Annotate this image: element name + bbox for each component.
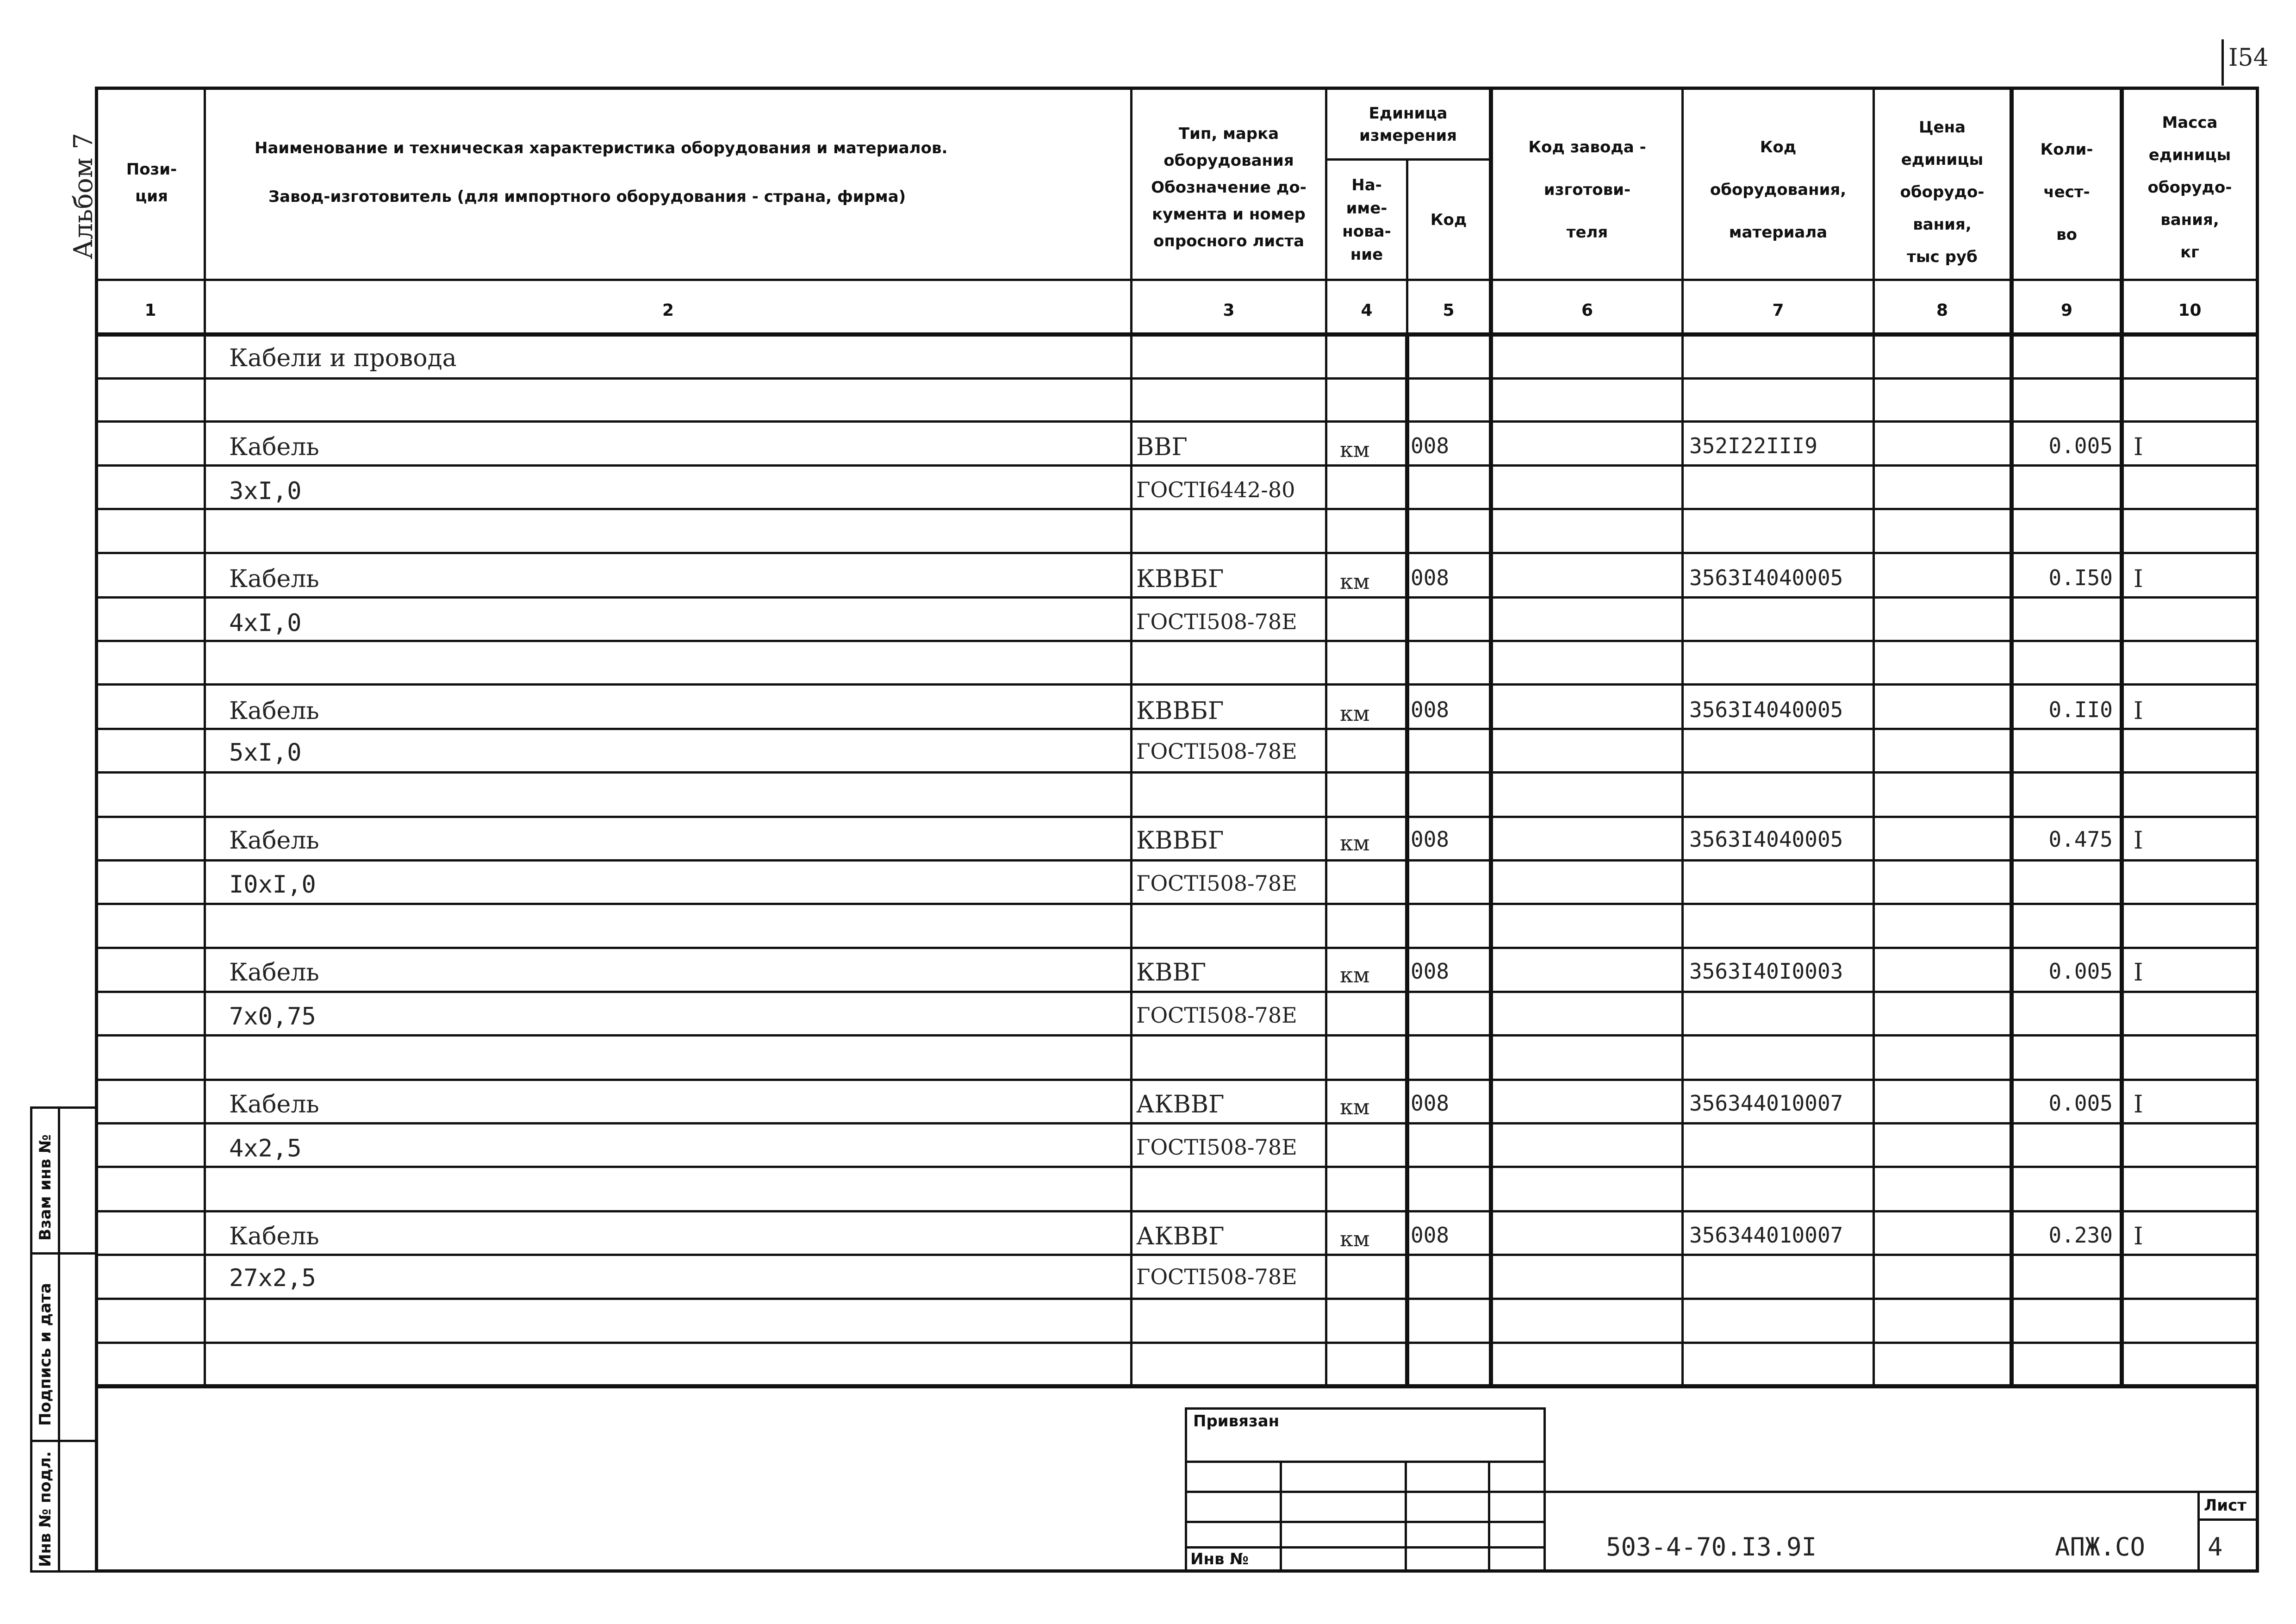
page-number: I54 — [2228, 44, 2269, 72]
item-material-code: 352I22III9 — [1689, 433, 1817, 458]
document-number: 503-4-70.I3.9I — [1606, 1532, 1817, 1562]
sheet-box-line — [2197, 1518, 2259, 1521]
document-code: АПЖ.СО — [2055, 1532, 2146, 1562]
row-line — [95, 1166, 2259, 1168]
header-name-line2: Завод-изготовитель (для импортного оборудования - страна, фирма) — [268, 187, 906, 206]
item-material-code: 3563I4040005 — [1689, 697, 1843, 722]
colnum-4: 4 — [1361, 300, 1373, 320]
stamp-line — [1185, 1491, 1546, 1493]
item-unit-code: 008 — [1411, 827, 1450, 852]
col-line-9 — [2120, 88, 2124, 1387]
side-box-divider — [58, 1106, 60, 1573]
stamp-vline — [1280, 1461, 1282, 1573]
item-name: Кабель — [229, 959, 319, 987]
item-quantity: 0.005 — [2048, 959, 2113, 984]
row-line — [95, 991, 2259, 993]
item-spec: 4x2,5 — [229, 1135, 302, 1162]
item-mass: I — [2134, 697, 2143, 725]
side-label-sign-date: Подпись и дата — [36, 1283, 55, 1426]
row-line — [95, 640, 2259, 642]
unit-subheader-line — [1325, 158, 1489, 161]
col-line-6 — [1681, 88, 1684, 1387]
colnum-7: 7 — [1772, 300, 1784, 320]
header-quantity: Коли- чест- во — [2040, 140, 2093, 244]
item-unit-code: 008 — [1411, 959, 1450, 984]
header-position: Пози- ция — [126, 160, 177, 206]
side-label-vzam-inv: Взам инв № — [36, 1134, 55, 1241]
item-type: КВВГ — [1136, 959, 1207, 987]
item-material-code: 356344010007 — [1689, 1223, 1843, 1248]
item-mass: I — [2134, 1091, 2143, 1118]
item-type: ВВГ — [1136, 433, 1188, 461]
colnum-2: 2 — [662, 300, 674, 320]
stamp-line — [1185, 1461, 1546, 1463]
item-type: КВВБГ — [1136, 565, 1224, 593]
row-line — [95, 508, 2259, 510]
item-quantity: 0.I50 — [2048, 565, 2113, 590]
colnum-5: 5 — [1443, 300, 1455, 320]
item-spec: 4xI,0 — [229, 609, 302, 637]
header-name-line1: Наименование и техническая характеристика оборудования и материалов. — [255, 139, 948, 157]
col-line-7 — [1873, 88, 1875, 1387]
colnum-6: 6 — [1581, 300, 1593, 320]
item-unit: км — [1340, 1094, 1370, 1119]
item-doc: ГОСТI508-78Е — [1136, 739, 1297, 764]
item-material-code: 356344010007 — [1689, 1091, 1843, 1116]
item-type: КВВБГ — [1136, 697, 1224, 725]
item-mass: I — [2134, 433, 2143, 461]
item-unit-code: 008 — [1411, 697, 1450, 722]
table-bottom-line — [95, 1384, 2259, 1388]
row-line — [95, 377, 2259, 380]
row-line — [95, 420, 2259, 423]
item-quantity: 0.005 — [2048, 433, 2113, 458]
colnum-9: 9 — [2060, 300, 2073, 320]
row-line — [95, 1298, 2259, 1300]
header-unit-name: На- име- нова- ние — [1342, 176, 1391, 264]
row-line — [95, 464, 2259, 467]
item-spec: 27x2,5 — [229, 1264, 316, 1292]
item-mass: I — [2134, 565, 2143, 593]
row-line — [95, 1034, 2259, 1037]
item-spec: 7x0,75 — [229, 1003, 316, 1031]
item-name: Кабель — [229, 1223, 319, 1250]
album-label: Альбом 7 — [68, 133, 99, 259]
sheet-label: Лист — [2204, 1496, 2246, 1515]
stamp-line — [1185, 1546, 1546, 1549]
row-line — [95, 816, 2259, 818]
row-line — [95, 947, 2259, 949]
stamp-vline — [1488, 1461, 1490, 1573]
item-unit: км — [1340, 569, 1370, 594]
row-line — [95, 596, 2259, 599]
stamp-vline — [1405, 1461, 1407, 1573]
item-quantity: 0.475 — [2048, 827, 2113, 852]
item-material-code: 3563I4040005 — [1689, 827, 1843, 852]
item-mass: I — [2134, 959, 2143, 987]
col-line-1 — [204, 88, 206, 1387]
page-number-divider — [2221, 39, 2224, 86]
side-label-inv-no: Инв № подл. — [36, 1451, 55, 1567]
col-line-5 — [1489, 88, 1493, 1387]
row-line — [95, 683, 2259, 686]
item-unit-code: 008 — [1411, 1223, 1450, 1248]
header-manufacturer-code: Код завода - изготови- теля — [1528, 138, 1646, 242]
col-line-3 — [1325, 88, 1327, 1387]
item-spec: I0xI,0 — [229, 871, 316, 899]
header-material-code: Код оборудования, материала — [1710, 138, 1847, 242]
row-line — [95, 859, 2259, 862]
item-doc: ГОСТI508-78Е — [1136, 871, 1297, 896]
item-name: Кабель — [229, 565, 319, 593]
stamp-inv-label: Инв № — [1190, 1550, 1249, 1568]
item-unit: км — [1340, 437, 1370, 462]
row-line — [95, 771, 2259, 774]
sheet-box-divider — [2197, 1491, 2200, 1573]
colnum-3: 3 — [1223, 300, 1235, 320]
item-material-code: 3563I40I0003 — [1689, 959, 1843, 984]
item-unit: км — [1340, 701, 1370, 726]
col-line-2 — [1130, 88, 1132, 1387]
header-mass: Масса единицы оборудо- вания, кг — [2147, 113, 2232, 262]
item-quantity: 0.230 — [2048, 1223, 2113, 1248]
row-line — [95, 1342, 2259, 1344]
item-spec: 5xI,0 — [229, 739, 302, 767]
item-unit: км — [1340, 1226, 1370, 1251]
item-doc: ГОСТI508-78Е — [1136, 609, 1297, 634]
item-quantity: 0.II0 — [2048, 697, 2113, 722]
stamp-line — [1185, 1521, 1546, 1523]
sheet-number: 4 — [2208, 1532, 2223, 1562]
item-doc: ГОСТI508-78Е — [1136, 1003, 1297, 1028]
item-mass: I — [2134, 1223, 2143, 1250]
row-line — [95, 552, 2259, 554]
item-type: КВВБГ — [1136, 827, 1224, 855]
header-bottom-line — [95, 279, 2259, 281]
item-material-code: 3563I4040005 — [1689, 565, 1843, 590]
colnum-10: 10 — [2178, 300, 2202, 320]
item-name: Кабель — [229, 827, 319, 855]
row-line — [95, 903, 2259, 905]
item-unit-code: 008 — [1411, 1091, 1450, 1116]
item-name: Кабель — [229, 1091, 319, 1118]
row-line — [95, 1079, 2259, 1081]
item-spec: 3xI,0 — [229, 477, 302, 505]
header-type: Тип, марка оборудования Обозначение до- кумента и номер опросного листа — [1151, 125, 1307, 250]
item-doc: ГОСТI6442-80 — [1136, 477, 1295, 502]
header-price: Цена единицы оборудо- вания, тыс руб — [1900, 118, 1985, 266]
stamp-privyazan-label: Привязан — [1193, 1412, 1280, 1430]
header-unit: Единица измерения — [1359, 104, 1457, 145]
item-doc: ГОСТI508-78Е — [1136, 1264, 1297, 1289]
item-mass: I — [2134, 827, 2143, 855]
row-line — [95, 1122, 2259, 1124]
item-type: АКВВГ — [1136, 1223, 1225, 1250]
item-unit: км — [1340, 831, 1370, 856]
item-type: АКВВГ — [1136, 1091, 1225, 1118]
header-unit-code: Код — [1430, 211, 1467, 229]
colnum-1: 1 — [144, 300, 156, 320]
item-name: Кабель — [229, 433, 319, 461]
row-line — [95, 1254, 2259, 1256]
item-doc: ГОСТI508-78Е — [1136, 1135, 1297, 1160]
colnum-8: 8 — [1936, 300, 1948, 320]
item-unit: км — [1340, 962, 1370, 987]
item-unit-code: 008 — [1411, 565, 1450, 590]
title-block-top-line — [1546, 1491, 2259, 1493]
section-title: Кабели и провода — [229, 344, 457, 372]
row-line — [95, 1210, 2259, 1212]
item-unit-code: 008 — [1411, 433, 1450, 458]
col-line-8 — [2010, 88, 2014, 1387]
item-quantity: 0.005 — [2048, 1091, 2113, 1116]
item-name: Кабель — [229, 697, 319, 725]
row-line — [95, 728, 2259, 730]
